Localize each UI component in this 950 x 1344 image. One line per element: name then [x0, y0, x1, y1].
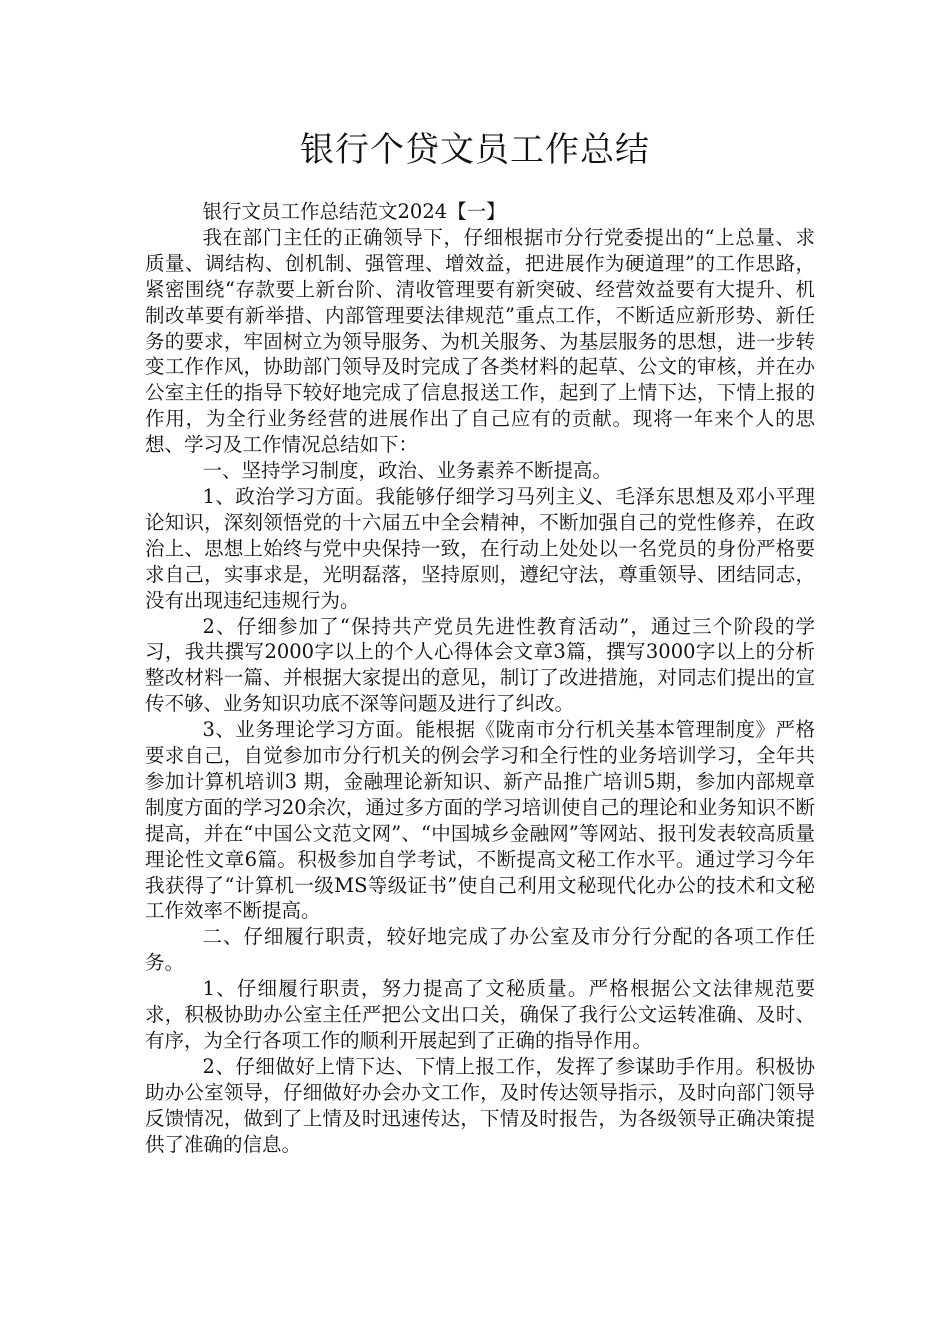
document-title: 银行个贷文员工作总结	[300, 130, 650, 170]
section-heading: 银行文员工作总结范文2024【一】	[202, 200, 506, 223]
paragraph-secretarial-quality: 1、仔细履行职责，努力提高了文秘质量。严格根据公文法律规范要求，积极协助办公室主任严把公文出口关，确保了我行公文运转准确、及时、有序，为全行各项工作的顺利开展起到了正确的指导作用。	[145, 977, 815, 1052]
paragraph-information-reporting: 2、仔细做好上情下达、下情上报工作，发挥了参谋助手作用。积极协助办公室领导，仔细做好办会办文工作，及时传达领导指示，及时向部门领导反馈情况，做到了上情及时迅速传达，下情及时报告，为各级领导正确决策提供了准确的信息。	[145, 1054, 815, 1156]
paragraph-heading-1: 一、坚持学习制度，政治、业务素养不断提高。	[202, 459, 613, 483]
paragraph-education-activity: 2、仔细参加了“保持共产党员先进性教育活动”，通过三个阶段的学习，我共撰写2000字以上的个人心得体会文章3篇，撰写3000字以上的分析整改材料一篇、并根据大家提出的意见，制订了改进措施，对同志们提出的宣传不够、业务知识功底不深等问题及进行了纠改。	[145, 614, 815, 716]
paragraph-intro: 我在部门主任的正确领导下，仔细根据市分行党委提出的“上总量、求质量、调结构、创机制、强管理、增效益，把进展作为硬道理”的工作思路，紧密围绕“存款要上新台阶、清收管理要有新突破、经营效益要有大提升、机制改革要有新举措、内部管理要法律规范”重点工作，不断适应新形势、新任务的要求，牢固树立为领导服务、为机关服务、为基层服务的思想，进一步转变工作作风，协助部门领导及时完成了各类材料的起草、公文的审核，并在办公室主任的指导下较好地完成了信息报送工作，起到了上情下达，下情上报的作用，为全行业务经营的进展作出了自己应有的贡献。现将一年来个人的思想、学习及工作情况总结如下：	[145, 225, 815, 457]
paragraph-political-study: 1、政治学习方面。我能够仔细学习马列主义、毛泽东思想及邓小平理论知识，深刻领悟党的十六届五中全会精神，不断加强自己的党性修养，在政治上、思想上始终与党中央保持一致，在行动上处处以一名党员的身份严格要求自己，实事求是，光明磊落，坚持原则，遵纪守法，尊重领导、团结同志，没有出现违纪违规行为。	[145, 484, 815, 612]
paragraph-business-study: 3、业务理论学习方面。能根据《陇南市分行机关基本管理制度》严格要求自己，自觉参加市分行机关的例会学习和全行性的业务培训学习，全年共参加计算机培训3 期，金融理论新知识、新产品推广培训5期，参加内部规章制度方面的学习20余次，通过多方面的学习培训使自己的理论和业务知识不断提高，并在“中国公文范文网”、“中国城乡金融网”等网站、报刊发表较高质量理论性文章6篇。积极参加自学考试，不断提高文秘工作水平。通过学习今年我获得了“计算机一级MS等级证书”使自己利用文秘现代化办公的技术和文秘工作效率不断提高。	[145, 718, 815, 923]
document-body	[145, 199, 815, 1158]
paragraph-heading-2: 二、仔细履行职责，较好地完成了办公室及市分行分配的各项工作任务。	[145, 925, 815, 975]
